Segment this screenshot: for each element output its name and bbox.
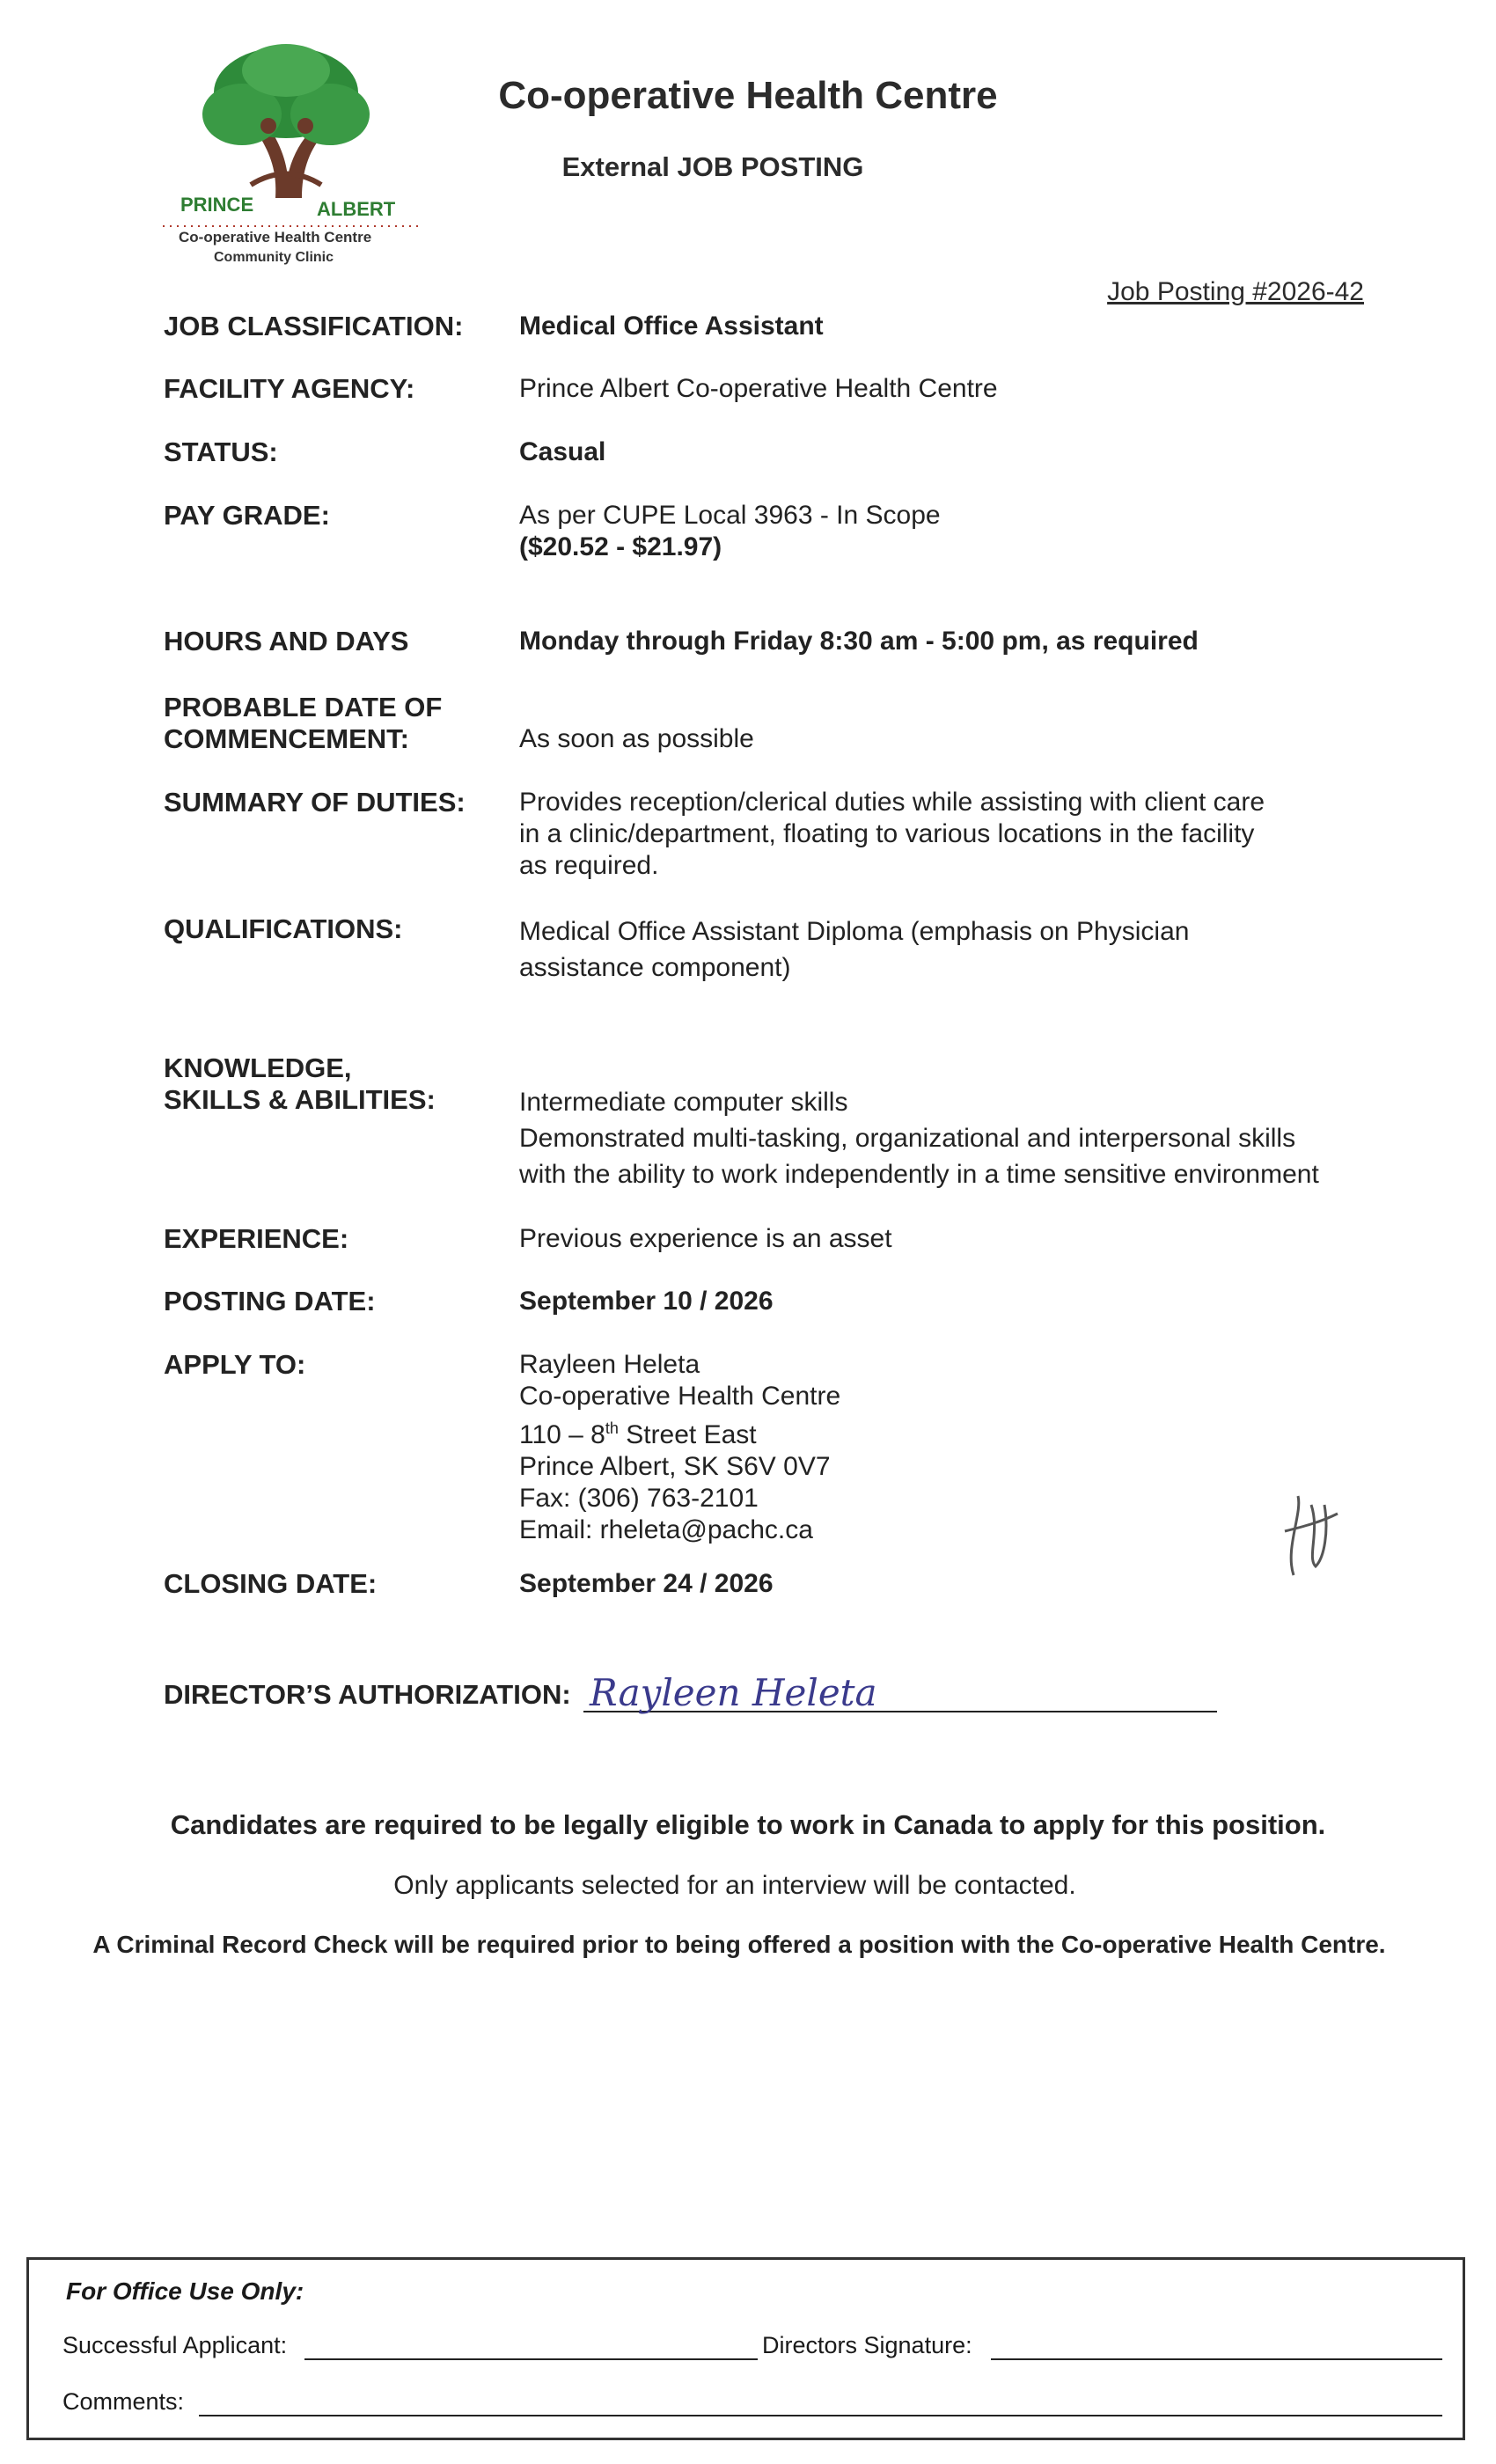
contact-notice: Only applicants selected for an interview will be contacted. (393, 1871, 1076, 1900)
hours-days-value: Monday through Friday 8:30 am - 5:00 pm, as required (519, 627, 1199, 656)
knowledge-label-line: SKILLS & ABILITIES: (164, 1084, 436, 1115)
commencement-label-line: COMMENCEMENT: (164, 723, 409, 754)
knowledge-line: with the ability to work independently in a time sensitive environment (519, 1160, 1319, 1189)
contact-city: Prince Albert, SK S6V 0V7 (519, 1452, 831, 1481)
logo-text-prince: PRINCE (180, 194, 254, 216)
job-classification-label: JOB CLASSIFICATION: (164, 311, 464, 341)
contact-street: 110 – 8th Street East (519, 1419, 757, 1449)
criminal-check-notice: A Criminal Record Check will be required prior to being offered a position with the Co-operative Health Centre. (92, 1931, 1386, 1958)
posting-date-label: POSTING DATE: (164, 1286, 376, 1316)
successful-applicant-field[interactable] (304, 2358, 758, 2360)
knowledge-line: Demonstrated multi-tasking, organizational and interpersonal skills (519, 1124, 1296, 1153)
closing-date-value: September 24 / 2026 (519, 1569, 774, 1598)
pay-grade-line: As per CUPE Local 3963 - In Scope (519, 501, 941, 530)
summary-duties-value (519, 787, 1265, 882)
logo-text-line2: Community Clinic (214, 250, 334, 265)
page-subtitle: External JOB POSTING (561, 151, 864, 182)
svg-text:Rayleen Heleta: Rayleen Heleta (590, 1671, 877, 1714)
office-use-box (26, 2257, 1465, 2440)
knowledge-skills-value (519, 1084, 1319, 1192)
director-signature (581, 1654, 880, 1725)
clinic-logo (154, 31, 427, 268)
qualifications-label: QUALIFICATIONS: (164, 913, 403, 944)
facility-agency-value: Prince Albert Co-operative Health Centre (519, 374, 998, 403)
comments-label: Comments: (62, 2388, 185, 2415)
facility-agency-label: FACILITY AGENCY: (164, 373, 415, 404)
contact-fax: Fax: (306) 763-2101 (519, 1484, 759, 1513)
contact-name: Rayleen Heleta (519, 1350, 700, 1379)
hours-days-label: HOURS AND DAYS (164, 626, 409, 656)
directors-signature-label: Directors Signature: (762, 2332, 972, 2358)
experience-value: Previous experience is an asset (519, 1224, 892, 1253)
commencement-label (164, 692, 442, 755)
summary-line: in a clinic/department, floating to various locations in the facility (519, 819, 1255, 848)
contact-email: Email: rheleta@pachc.ca (519, 1515, 813, 1544)
pay-grade-range: ($20.52 - $21.97) (519, 532, 722, 561)
comments-field[interactable] (199, 2415, 1442, 2416)
posting-number: Job Posting #2026-42 (1107, 277, 1364, 306)
knowledge-skills-label (164, 1052, 436, 1116)
contact-organization: Co-operative Health Centre (519, 1382, 841, 1411)
qualifications-line: assistance component) (519, 953, 791, 982)
summary-duties-label: SUMMARY OF DUTIES: (164, 787, 466, 818)
pay-grade-value (519, 500, 941, 563)
directors-signature-field[interactable] (991, 2358, 1442, 2360)
page-title: Co-operative Health Centre (498, 74, 998, 117)
closing-date-label: CLOSING DATE: (164, 1568, 378, 1599)
summary-line: Provides reception/clerical duties while assisting with client care (519, 788, 1265, 817)
eligibility-notice: Candidates are required to be legally eligible to work in Canada to apply for this position. (170, 1809, 1326, 1840)
director-authorization-label: DIRECTOR’S AUTHORIZATION: (164, 1679, 571, 1710)
logo-text-albert: ALBERT (317, 198, 396, 220)
apply-to-label: APPLY TO: (164, 1349, 306, 1380)
experience-label: EXPERIENCE: (164, 1223, 349, 1254)
successful-applicant-label: Successful Applicant: (62, 2332, 288, 2358)
knowledge-label-line: KNOWLEDGE, (164, 1052, 352, 1083)
pay-grade-label: PAY GRADE: (164, 500, 330, 531)
office-use-title: For Office Use Only: (66, 2277, 304, 2305)
logo-text-line1: Co-operative Health Centre (179, 229, 372, 246)
job-classification-value: Medical Office Assistant (519, 312, 824, 341)
qualifications-line: Medical Office Assistant Diploma (emphasis on Physician (519, 917, 1190, 946)
apply-to-value (519, 1349, 840, 1546)
knowledge-line: Intermediate computer skills (519, 1088, 848, 1117)
handwritten-initials (1276, 1478, 1346, 1584)
commencement-value: As soon as possible (519, 724, 754, 753)
status-label: STATUS: (164, 436, 278, 467)
summary-line: as required. (519, 851, 659, 880)
qualifications-value (519, 913, 1189, 986)
status-value: Casual (519, 437, 606, 466)
commencement-label-line: PROBABLE DATE OF (164, 692, 443, 722)
posting-date-value: September 10 / 2026 (519, 1287, 774, 1316)
